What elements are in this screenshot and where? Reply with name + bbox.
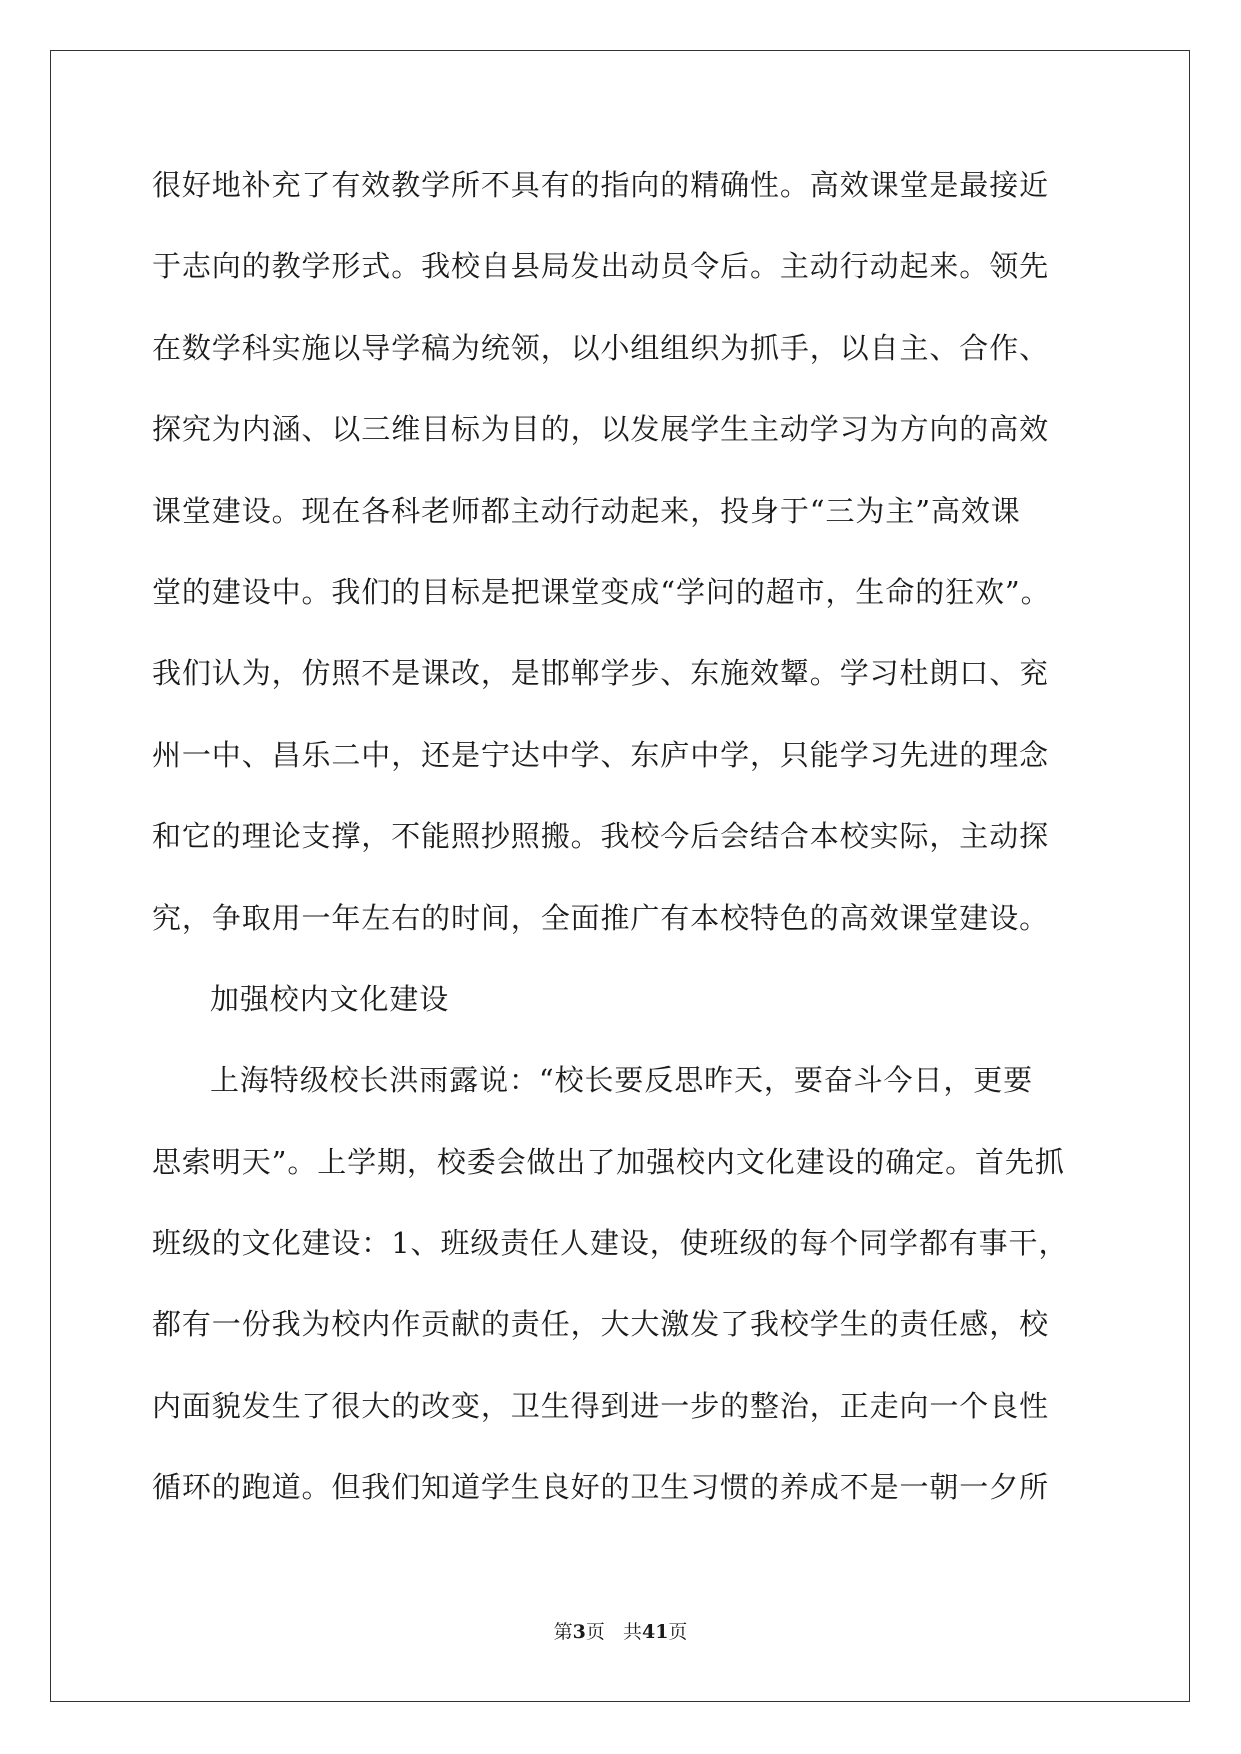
page-label-unit: 页 bbox=[585, 1621, 605, 1643]
total-label-unit: 页 bbox=[668, 1621, 688, 1643]
text-line: 班级的文化建设：1、班级责任人建设，使班级的每个同学都有事干， bbox=[152, 1226, 1069, 1261]
text-line: 循环的跑道。但我们知道学生良好的卫生习惯的养成不是一朝一夕所 bbox=[152, 1470, 1050, 1505]
text-line: 很好地补充了有效教学所不具有的指向的精确性。高效课堂是最接近 bbox=[152, 168, 1050, 202]
text-line: 探究为内涵、以三维目标为目的，以发展学生主动学习为方向的高效 bbox=[152, 412, 1050, 447]
text-line: 在数学科实施以导学稿为统领，以小组组织为抓手，以自主、合作、 bbox=[152, 330, 1050, 365]
section-heading: 加强校内文化建设 bbox=[210, 981, 450, 1016]
text-line: 我们认为，仿照不是课改，是邯郸学步、东施效颦。学习杜朗口、兖 bbox=[152, 656, 1050, 691]
document-body bbox=[152, 145, 1092, 1529]
current-page-number: 3 bbox=[572, 1621, 586, 1643]
text-line: 思索明天”。上学期，校委会做出了加强校内文化建设的确定。首先抓 bbox=[152, 1144, 1065, 1179]
text-line: 堂的建设中。我们的目标是把课堂变成“学问的超市，生命的狂欢”。 bbox=[152, 574, 1051, 609]
text-line: 和它的理论支撑，不能照抄照搬。我校今后会结合本校实际，主动探 bbox=[152, 819, 1050, 854]
text-line: 内面貌发生了很大的改变，卫生得到进一步的整治，正走向一个良性 bbox=[152, 1388, 1050, 1423]
page-footer bbox=[0, 1617, 1241, 1644]
page-label-prefix: 第 bbox=[553, 1621, 573, 1643]
text-line: 州一中、昌乐二中，还是宁达中学、东庐中学，只能学习先进的理念 bbox=[152, 737, 1050, 772]
text-line: 于志向的教学形式。我校自县局发出动员令后。主动行动起来。领先 bbox=[152, 249, 1050, 284]
text-line: 上海特级校长洪雨露说：“校长要反思昨天，要奋斗今日，更要 bbox=[210, 1063, 1034, 1098]
total-pages-number: 41 bbox=[641, 1621, 669, 1643]
text-line: 课堂建设。现在各科老师都主动行动起来，投身于“三为主”高效课 bbox=[152, 493, 1021, 528]
total-label-prefix: 共 bbox=[622, 1621, 642, 1643]
text-line: 都有一份我为校内作贡献的责任，大大激发了我校学生的责任感，校 bbox=[152, 1307, 1050, 1342]
text-line: 究，争取用一年左右的时间，全面推广有本校特色的高效课堂建设。 bbox=[152, 900, 1050, 935]
